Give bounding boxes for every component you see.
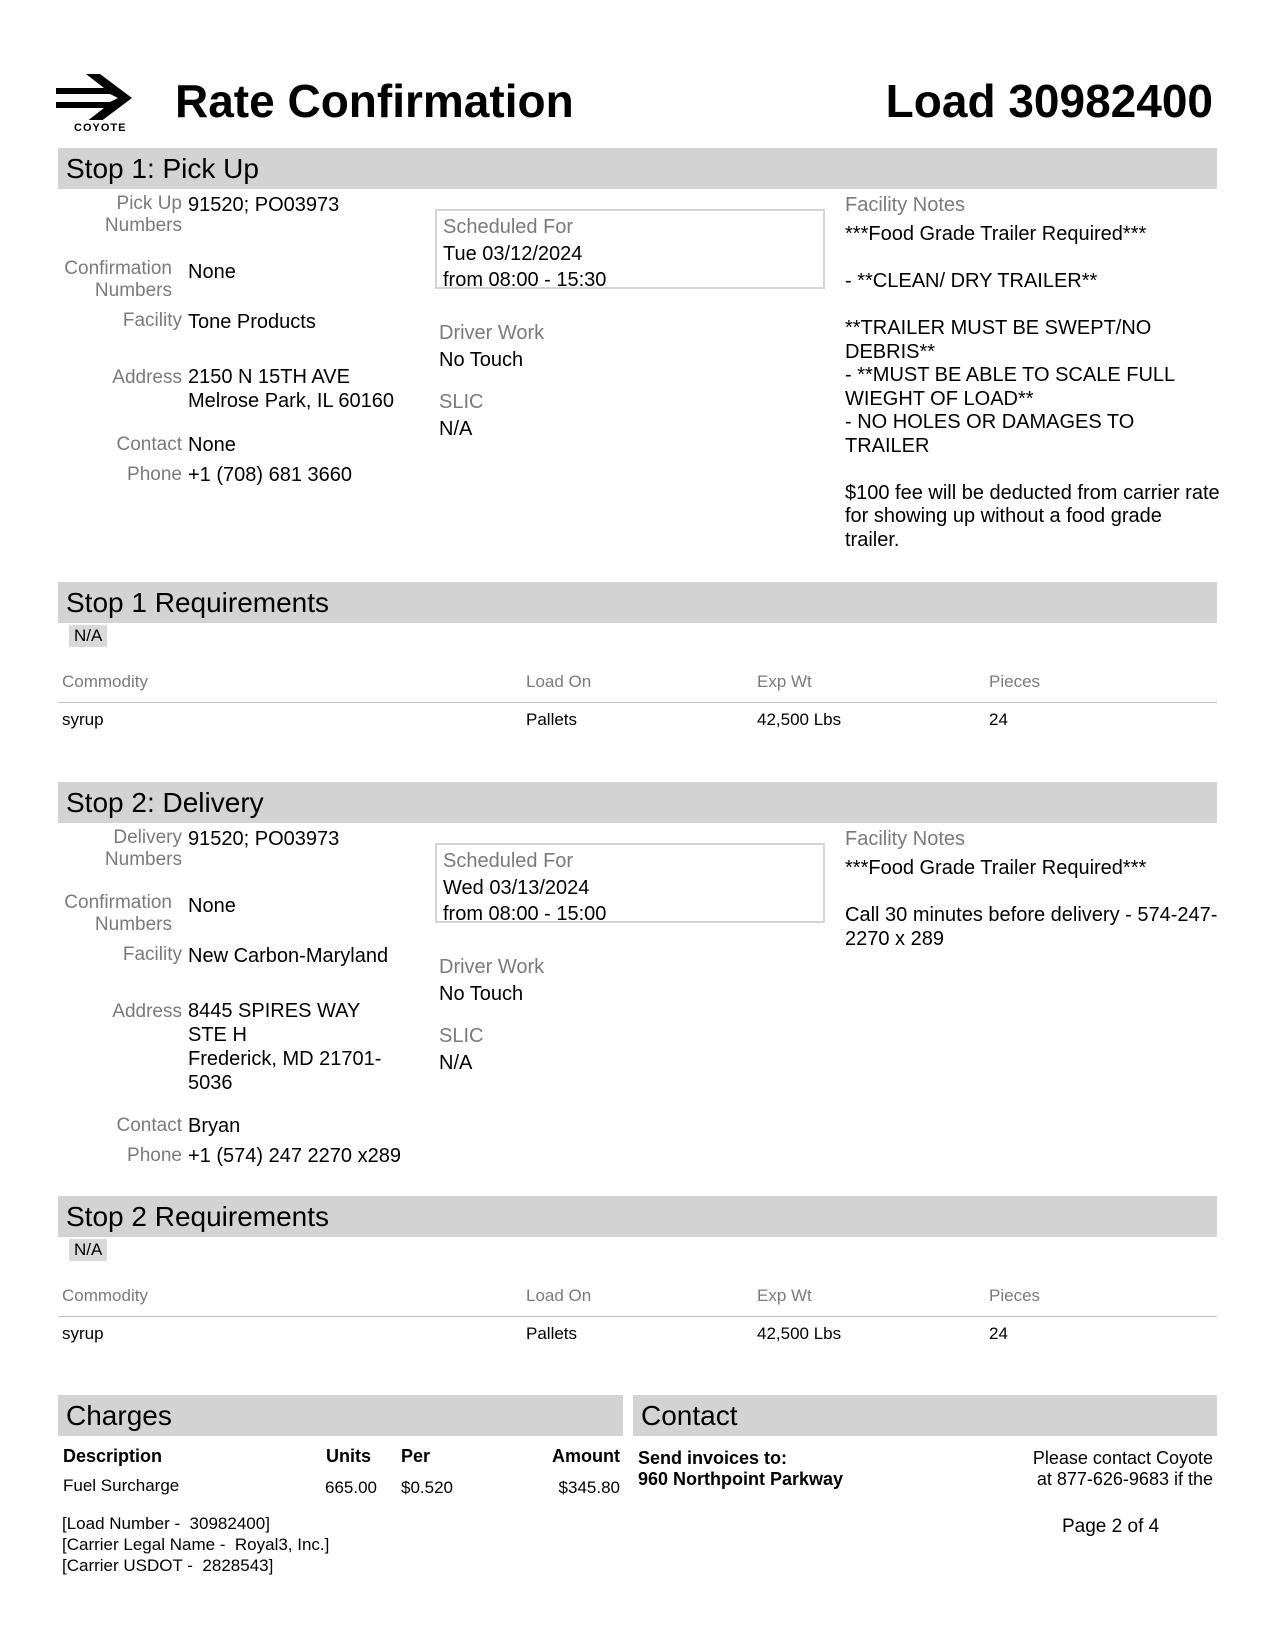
coyote-logo-icon xyxy=(56,74,136,120)
stop1-address-label: Address xyxy=(112,367,182,388)
footer-carrier-name: [Carrier Legal Name - Royal3, Inc.] xyxy=(62,1535,330,1554)
stop1-note-line: $100 fee will be deducted from carrier rate for showing up without a food grade trailer. xyxy=(845,481,1220,551)
stop2-driver-work-label: Driver Work xyxy=(439,956,545,978)
stop1-scheduled-date: Tue 03/12/2024 xyxy=(443,243,583,265)
stop2-scheduled-time: from 08:00 - 15:00 xyxy=(443,903,607,925)
coyote-logo xyxy=(56,74,136,134)
stop1-note-line: - NO HOLES OR DAMAGES TO TRAILER xyxy=(845,411,1135,457)
table-cell-load-on: Pallets xyxy=(526,1324,578,1343)
stop2-confirmation-label: Confirmation Numbers xyxy=(64,892,172,935)
footer-carrier-usdot: [Carrier USDOT - 2828543] xyxy=(62,1556,274,1575)
stop1-schedule-box xyxy=(435,209,825,289)
stop2-numbers: 91520; PO03973 xyxy=(188,828,340,850)
charges-heading: Charges xyxy=(66,1400,172,1431)
stop2-scheduled-label: Scheduled For xyxy=(443,850,574,872)
stop1-requirements-heading: Stop 1 Requirements xyxy=(66,587,330,618)
stop1-confirmation-label: Confirmation Numbers xyxy=(64,258,172,301)
stop1-note-line xyxy=(845,247,1220,271)
charges-cell-description: Fuel Surcharge xyxy=(63,1476,180,1495)
stop1-address-line1: 2150 N 15TH AVE xyxy=(188,366,350,388)
stop1-heading: Stop 1: Pick Up xyxy=(66,153,259,184)
stop2-heading: Stop 2: Delivery xyxy=(66,787,264,818)
table-divider xyxy=(58,702,1217,703)
table-header-commodity: Commodity xyxy=(62,672,148,691)
stop1-scheduled-label: Scheduled For xyxy=(443,216,574,238)
stop1-address-line2: Melrose Park, IL 60160 xyxy=(188,390,395,412)
stop2-facility-notes xyxy=(845,857,1220,951)
charges-cell-per: $0.520 xyxy=(401,1478,453,1497)
stop2-note-line: Call 30 minutes before delivery - 574-247-2270 x 289 xyxy=(845,904,1218,950)
contact-note-line1: Please contact Coyote xyxy=(1032,1448,1213,1468)
page-number: Page 2 of 4 xyxy=(1062,1516,1160,1537)
stop2-slic: N/A xyxy=(439,1052,473,1074)
charges-heading-bar xyxy=(58,1395,623,1436)
stop2-facility-label: Facility xyxy=(122,944,182,965)
stop2-address-line2: STE H xyxy=(188,1024,247,1046)
stop2-note-line: ***Food Grade Trailer Required*** xyxy=(845,857,1147,879)
stop1-driver-work: No Touch xyxy=(439,349,524,371)
stop2-requirements-bar xyxy=(58,1196,1217,1237)
table-cell-pieces: 24 xyxy=(989,1324,1008,1343)
charges-cell-units: 665.00 xyxy=(325,1478,377,1497)
table-cell-load-on: Pallets xyxy=(526,710,578,729)
charges-header-amount: Amount xyxy=(552,1446,620,1466)
stop1-phone-label: Phone xyxy=(127,464,182,485)
table-header-load-on: Load On xyxy=(526,1286,592,1305)
stop2-address-line3: Frederick, MD 21701- xyxy=(188,1048,382,1070)
contact-invoice-line2: 960 Northpoint Parkway xyxy=(638,1469,844,1489)
stop1-note-line xyxy=(845,458,1220,482)
stop2-address-label: Address xyxy=(112,1001,182,1022)
charges-header-units: Units xyxy=(326,1446,371,1466)
stop1-facility: Tone Products xyxy=(188,311,316,333)
stop1-contact: None xyxy=(188,434,236,456)
stop2-phone: +1 (574) 247 2270 x289 xyxy=(188,1145,401,1167)
contact-invoice-line1: Send invoices to: xyxy=(638,1448,788,1468)
stop2-driver-work: No Touch xyxy=(439,983,524,1005)
stop1-slic: N/A xyxy=(439,418,473,440)
stop1-phone: +1 (708) 681 3660 xyxy=(188,464,353,486)
stop1-slic-label: SLIC xyxy=(439,391,484,413)
charges-header-description: Description xyxy=(63,1446,163,1466)
stop2-scheduled-date: Wed 03/13/2024 xyxy=(443,877,590,899)
stop2-note-line xyxy=(845,881,1220,905)
stop2-heading-bar xyxy=(58,782,1217,823)
load-number: Load 30982400 xyxy=(885,75,1213,127)
stop1-facility-notes-label: Facility Notes xyxy=(845,194,966,216)
stop1-driver-work-label: Driver Work xyxy=(439,322,545,344)
table-cell-exp-wt: 42,500 Lbs xyxy=(757,1324,842,1343)
table-header-pieces: Pieces xyxy=(989,1286,1041,1305)
stop2-phone-label: Phone xyxy=(127,1145,182,1166)
table-header-load-on: Load On xyxy=(526,672,592,691)
page-title: Rate Confirmation xyxy=(175,75,574,127)
stop2-requirements-badge: N/A xyxy=(69,1239,107,1261)
stop2-slic-label: SLIC xyxy=(439,1025,484,1047)
stop2-confirmation: None xyxy=(188,895,236,917)
charges-header-per: Per xyxy=(401,1446,431,1466)
logo-wordmark: COYOTE xyxy=(74,122,127,134)
table-cell-exp-wt: 42,500 Lbs xyxy=(757,710,842,729)
stop1-numbers: 91520; PO03973 xyxy=(188,194,340,216)
stop1-confirmation: None xyxy=(188,261,236,283)
stop1-note-line: **TRAILER MUST BE SWEPT/NO DEBRIS** xyxy=(845,317,1152,363)
stop1-facility-label: Facility xyxy=(122,310,182,331)
stop2-contact: Bryan xyxy=(188,1115,241,1137)
stop2-facility: New Carbon-Maryland xyxy=(188,945,389,967)
stop1-note-line xyxy=(845,294,1220,318)
contact-heading: Contact xyxy=(641,1400,738,1431)
stop1-contact-label: Contact xyxy=(116,434,182,455)
contact-heading-bar xyxy=(633,1395,1217,1436)
stop1-note-line: - **CLEAN/ DRY TRAILER** xyxy=(845,270,1098,292)
stop1-note-line: - **MUST BE ABLE TO SCALE FULL WIEGHT OF LOAD** xyxy=(845,364,1175,410)
charges-cell-amount: $345.80 xyxy=(558,1478,620,1497)
table-cell-commodity: syrup xyxy=(62,1324,104,1343)
table-cell-pieces: 24 xyxy=(989,710,1008,729)
stop1-facility-notes xyxy=(845,223,1220,552)
stop2-facility-notes-label: Facility Notes xyxy=(845,828,966,850)
table-header-exp-wt: Exp Wt xyxy=(757,672,812,691)
stop1-note-line: ***Food Grade Trailer Required*** xyxy=(845,223,1147,245)
stop2-contact-label: Contact xyxy=(116,1115,182,1136)
table-cell-commodity: syrup xyxy=(62,710,104,729)
stop2-schedule-box xyxy=(435,843,825,923)
footer-load-number: [Load Number - 30982400] xyxy=(62,1514,270,1533)
stop2-requirements-heading: Stop 2 Requirements xyxy=(66,1201,330,1232)
table-header-commodity: Commodity xyxy=(62,1286,148,1305)
stop1-requirements-bar xyxy=(58,582,1217,623)
table-header-exp-wt: Exp Wt xyxy=(757,1286,812,1305)
stop1-scheduled-time: from 08:00 - 15:30 xyxy=(443,269,607,291)
table-divider xyxy=(58,1316,1217,1317)
stop1-requirements-badge: N/A xyxy=(69,625,107,647)
contact-note-line2: at 877-626-9683 if the xyxy=(1036,1469,1213,1489)
stop2-numbers-label: Delivery Numbers xyxy=(104,827,182,870)
stop1-heading-bar xyxy=(58,148,1217,189)
stop2-address-line4: 5036 xyxy=(188,1072,233,1094)
stop1-numbers-label: Pick Up Numbers xyxy=(104,193,182,236)
table-header-pieces: Pieces xyxy=(989,672,1041,691)
stop2-address-line1: 8445 SPIRES WAY xyxy=(188,1000,361,1022)
